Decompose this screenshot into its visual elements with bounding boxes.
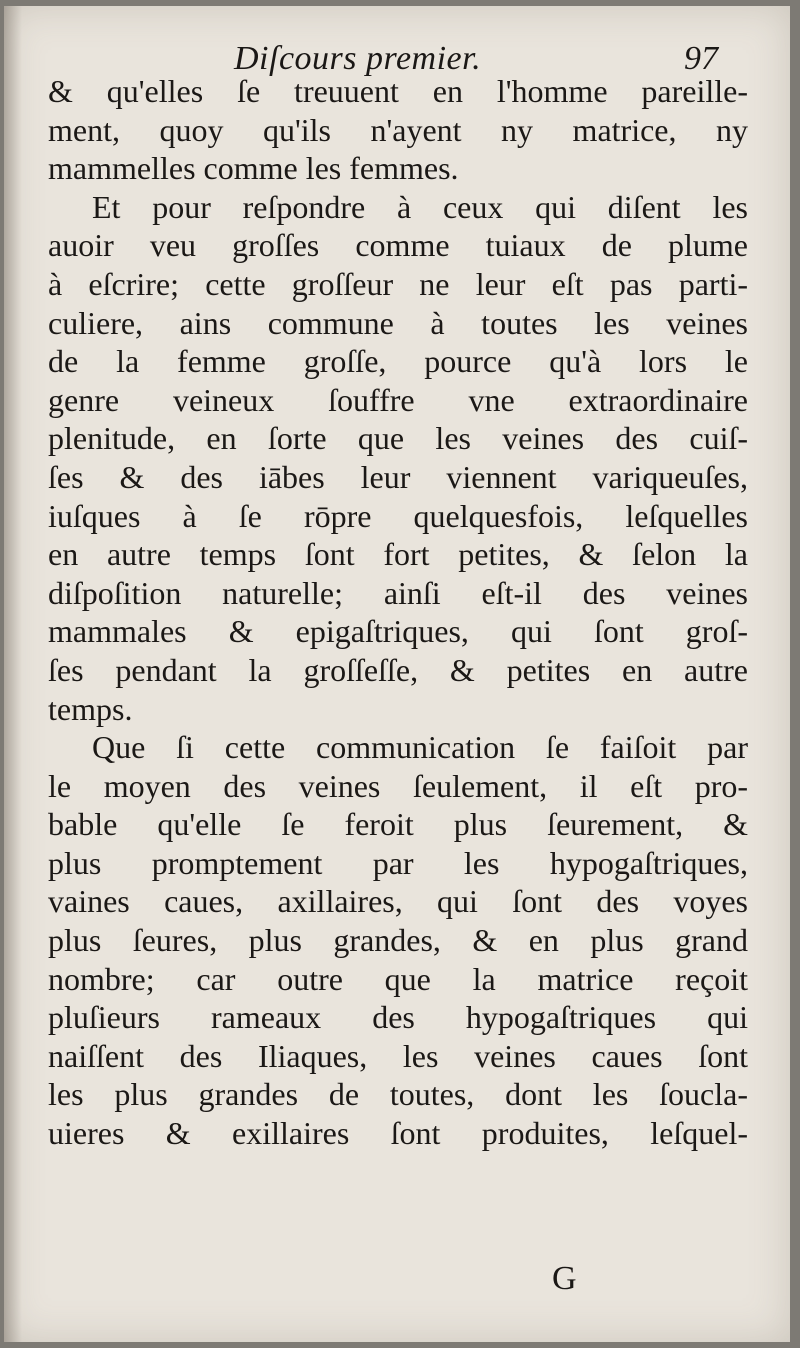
text-line: uieres & exillaires ſont produites, leſquel-: [48, 1115, 748, 1152]
body-text: [48, 72, 748, 1153]
text-line: iuſques à ſe rōpre quelquesfois, leſquelles: [48, 497, 748, 534]
text-line: Que ſi cette communication ſe faiſoit par: [92, 729, 748, 766]
text-line: à eſcrire; cette groſſeur ne leur eſt pas parti-: [48, 265, 748, 302]
text-line: de la femme groſſe, pource qu'à lors le: [48, 343, 748, 380]
text-line: temps.: [48, 690, 133, 727]
text-line: les plus grandes de toutes, dont les ſoucla-: [48, 1076, 748, 1113]
text-line: en autre temps ſont fort petites, & ſelon la: [48, 536, 748, 573]
text-line: ſes pendant la groſſeſſe, & petites en autre: [48, 651, 748, 688]
text-line: mammales & epigaſtriques, qui ſont groſ-: [48, 613, 748, 650]
text-line: plus promptement par les hypogaſtriques,: [48, 844, 748, 881]
text-line: diſpoſition naturelle; ainſi eſt-il des veines: [48, 574, 748, 611]
text-line: bable qu'elle ſe feroit plus ſeurement, &: [48, 806, 748, 843]
book-page: [4, 6, 790, 1342]
text-line: pluſieurs rameaux des hypogaſtriques qui: [48, 999, 748, 1036]
text-line: le moyen des veines ſeulement, il eſt pro-: [48, 767, 748, 804]
text-line: ſes & des iābes leur viennent variqueuſes,: [48, 458, 748, 495]
text-line: Et pour reſpondre à ceux qui diſent les: [92, 188, 748, 225]
running-title: Diſcours premier.: [234, 40, 482, 77]
signature-mark: G: [552, 1260, 577, 1297]
text-line: ment, quoy qu'ils n'ayent ny matrice, ny: [48, 111, 748, 148]
page-number: 97: [684, 40, 718, 77]
text-line: culiere, ains commune à toutes les veines: [48, 304, 748, 341]
text-line: genre veineux ſouffre vne extraordinaire: [48, 381, 748, 418]
text-line: plenitude, en ſorte que les veines des cuiſ-: [48, 420, 748, 457]
text-line: nombre; car outre que la matrice reçoit: [48, 960, 748, 997]
text-line: mammelles comme les femmes.: [48, 150, 459, 187]
text-line: plus ſeures, plus grandes, & en plus grand: [48, 922, 748, 959]
text-line: vaines caues, axillaires, qui ſont des voyes: [48, 883, 748, 920]
text-line: naiſſent des Iliaques, les veines caues ſont: [48, 1037, 748, 1074]
text-line: auoir veu groſſes comme tuiaux de plume: [48, 227, 748, 264]
text-line: & qu'elles ſe treuuent en l'homme pareille-: [48, 73, 748, 109]
binding-shadow: [4, 6, 22, 1342]
